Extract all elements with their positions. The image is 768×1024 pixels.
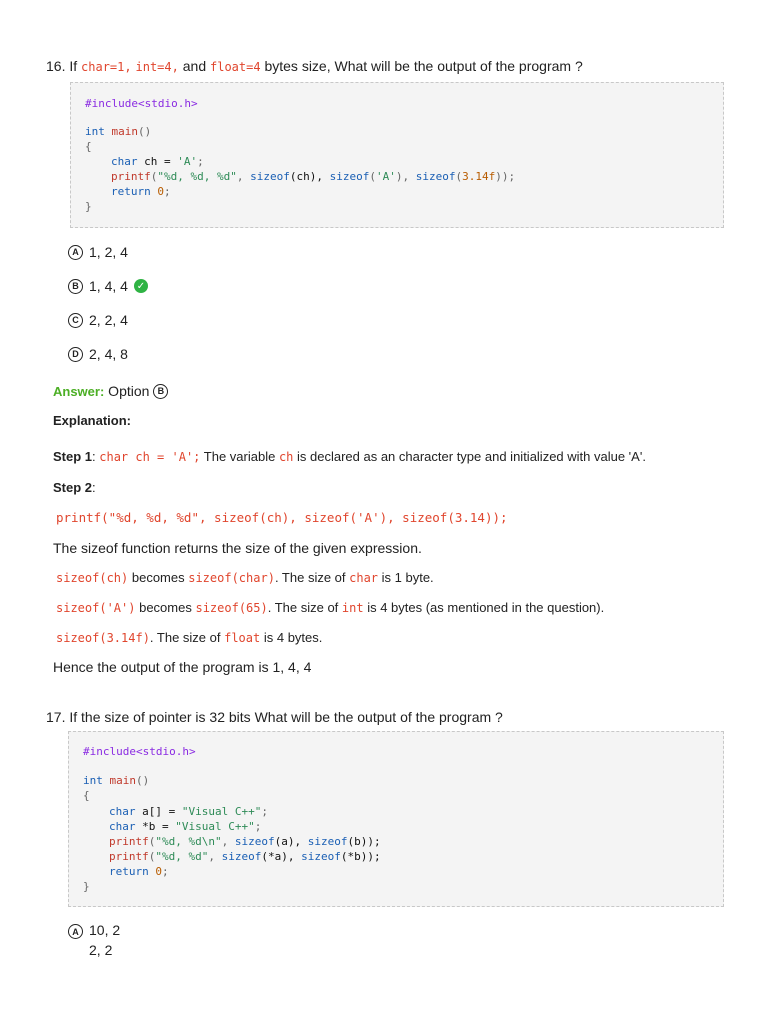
option-a[interactable] <box>68 244 128 260</box>
step-label: Step 2 <box>53 480 93 495</box>
code-token: )); <box>495 170 516 183</box>
code-token: { <box>83 789 90 802</box>
code-block-q16 <box>70 82 724 228</box>
code-token: "Visual C++" <box>175 820 255 833</box>
code-token: } <box>85 200 92 213</box>
code-token: ch = <box>137 155 178 168</box>
code-token: , <box>221 835 235 848</box>
option-a[interactable] <box>68 920 120 960</box>
code-token: sizeof <box>250 170 290 183</box>
explanation-line-3 <box>56 630 322 645</box>
code-token: "%d, %d\n" <box>155 835 222 848</box>
code-token: () <box>136 774 150 787</box>
code-token: ; <box>261 805 268 818</box>
code-token: sizeof <box>301 850 341 863</box>
code-token: ; <box>164 185 171 198</box>
code-token: sizeof <box>234 835 275 848</box>
code-line <box>83 789 90 802</box>
explanation-label: Explanation: <box>53 413 132 428</box>
answer-text: Option <box>104 383 154 399</box>
code-token: } <box>83 880 90 893</box>
code-token: "Visual C++" <box>181 805 262 818</box>
inline-code: sizeof(ch) <box>56 571 129 585</box>
option-letter-badge: B <box>68 279 83 294</box>
question-text: bytes size, What will be the output of the program ? <box>260 58 583 74</box>
step-text: : <box>92 449 100 464</box>
step-2 <box>53 480 96 495</box>
inline-code: char <box>349 571 379 585</box>
code-block-q17 <box>68 731 724 907</box>
inline-code: char ch = 'A'; <box>99 450 201 464</box>
option-text-line: 10, 2 <box>89 922 121 938</box>
code-token: (*a), <box>261 850 302 863</box>
code-line <box>109 850 381 863</box>
step-1 <box>53 449 646 464</box>
question-number: 17. <box>46 709 66 725</box>
code-line <box>85 125 151 138</box>
inline-code: int <box>341 601 364 615</box>
line-text: is 4 bytes. <box>260 630 323 645</box>
option-text: 1, 4, 4 <box>89 278 128 294</box>
inline-code: char=1, <box>81 60 132 74</box>
code-token: ; <box>254 820 262 833</box>
code-token: { <box>85 140 92 153</box>
line-text: . The size of <box>267 600 342 615</box>
code-line <box>109 835 381 848</box>
line-text: is 4 bytes (as mentioned in the question). <box>363 600 605 615</box>
code-token: char <box>109 820 136 833</box>
code-token: *b = <box>135 820 176 833</box>
inline-code: float=4 <box>210 60 261 74</box>
code-line <box>111 170 515 183</box>
code-token: main <box>102 774 136 787</box>
question-text: If <box>69 58 82 74</box>
inline-code: sizeof(3.14f) <box>56 631 150 645</box>
code-line <box>111 155 204 168</box>
answer-letter-badge: B <box>153 384 168 399</box>
option-letter-badge: A <box>68 924 83 939</box>
option-d[interactable] <box>68 346 128 362</box>
line-text: . The size of <box>149 630 225 645</box>
code-token: ( <box>369 170 376 183</box>
code-token: sizeof <box>329 170 370 183</box>
code-token: return <box>109 865 149 878</box>
code-token: 'A' <box>177 155 198 168</box>
code-line <box>109 865 169 878</box>
question-number: 16. <box>46 58 66 74</box>
option-text: 1, 2, 4 <box>89 244 128 260</box>
option-text: 2, 4, 8 <box>89 346 128 362</box>
code-token: ( <box>148 850 156 863</box>
code-token: a[] = <box>135 805 182 818</box>
code-token: (a), <box>274 835 308 848</box>
inline-code: sizeof(65) <box>195 601 268 615</box>
code-token: ( <box>455 170 463 183</box>
option-letter-badge: D <box>68 347 83 362</box>
code-token: int <box>85 125 105 138</box>
option-letter-badge: C <box>68 313 83 328</box>
question-17-title <box>46 709 503 725</box>
code-token: printf <box>111 170 151 183</box>
option-text-line: 2, 2 <box>89 942 113 958</box>
step-label: Step 1 <box>53 449 93 464</box>
code-token: ( <box>150 170 158 183</box>
code-token: , <box>208 850 222 863</box>
code-token: #include<stdio.h> <box>83 745 196 758</box>
code-token: sizeof <box>221 850 262 863</box>
inline-code: int=4, <box>135 60 179 74</box>
question-text: and <box>178 58 210 74</box>
code-token: char <box>109 805 136 818</box>
code-token: #include<stdio.h> <box>85 97 198 110</box>
code-line <box>83 745 196 758</box>
option-c[interactable] <box>68 312 128 328</box>
question-16-title <box>46 58 583 74</box>
code-token: return <box>111 185 151 198</box>
explanation-line-1 <box>56 570 434 585</box>
check-icon: ✓ <box>134 279 148 293</box>
code-token: 0 <box>150 185 164 198</box>
inline-code: sizeof(char) <box>188 571 275 585</box>
code-line <box>85 200 92 213</box>
code-token: ; <box>197 155 204 168</box>
code-token: (*b)); <box>340 850 381 863</box>
code-line <box>109 820 261 833</box>
code-token: printf <box>109 835 149 848</box>
inline-code: sizeof('A') <box>56 601 136 615</box>
inline-code: ch <box>278 450 294 464</box>
sizeof-description: The sizeof function returns the size of the given expression. <box>53 540 422 556</box>
code-token: ; <box>162 865 169 878</box>
option-letter-badge: A <box>68 245 83 260</box>
code-token: sizeof <box>415 170 456 183</box>
answer-label: Answer: <box>53 383 105 399</box>
step-text: : <box>92 480 96 495</box>
explanation-line-2 <box>56 600 604 615</box>
code-token: main <box>104 125 138 138</box>
line-text: becomes <box>128 570 189 585</box>
code-token: 0 <box>148 865 162 878</box>
code-token: () <box>138 125 152 138</box>
line-text: becomes <box>135 600 196 615</box>
code-line <box>111 185 171 198</box>
code-token: int <box>83 774 103 787</box>
code-line <box>83 880 90 893</box>
line-text: . The size of <box>274 570 350 585</box>
code-token: (b)); <box>347 835 381 848</box>
step-2-code: printf("%d, %d, %d", sizeof(ch), sizeof('A'), sizeof(3.14)); <box>56 510 508 525</box>
option-text: 2, 2, 4 <box>89 312 128 328</box>
code-token: 'A' <box>375 170 396 183</box>
line-text: is 1 byte. <box>378 570 434 585</box>
question-text: If the size of pointer is 32 bits What will be the output of the program ? <box>69 709 503 725</box>
code-line <box>85 140 92 153</box>
answer-line <box>53 383 174 399</box>
code-token: "%d, %d, %d" <box>157 170 237 183</box>
option-b[interactable] <box>68 278 148 294</box>
code-token: 3.14f <box>462 170 496 183</box>
code-token: , <box>236 170 251 183</box>
code-token: sizeof <box>307 835 348 848</box>
conclusion: Hence the output of the program is 1, 4, 4 <box>53 659 312 675</box>
code-line <box>109 805 268 818</box>
step-text: The variable <box>200 449 279 464</box>
inline-code: float <box>224 631 261 645</box>
code-token: "%d, %d" <box>155 850 209 863</box>
code-token: ), <box>395 170 416 183</box>
code-line <box>85 97 198 110</box>
code-token: (ch), <box>289 170 330 183</box>
option-text <box>89 920 120 960</box>
step-text: is declared as an character type and initialized with value 'A'. <box>293 449 646 464</box>
code-token: ( <box>148 835 156 848</box>
code-line <box>83 774 149 787</box>
code-token: char <box>111 155 138 168</box>
code-token: printf <box>109 850 149 863</box>
